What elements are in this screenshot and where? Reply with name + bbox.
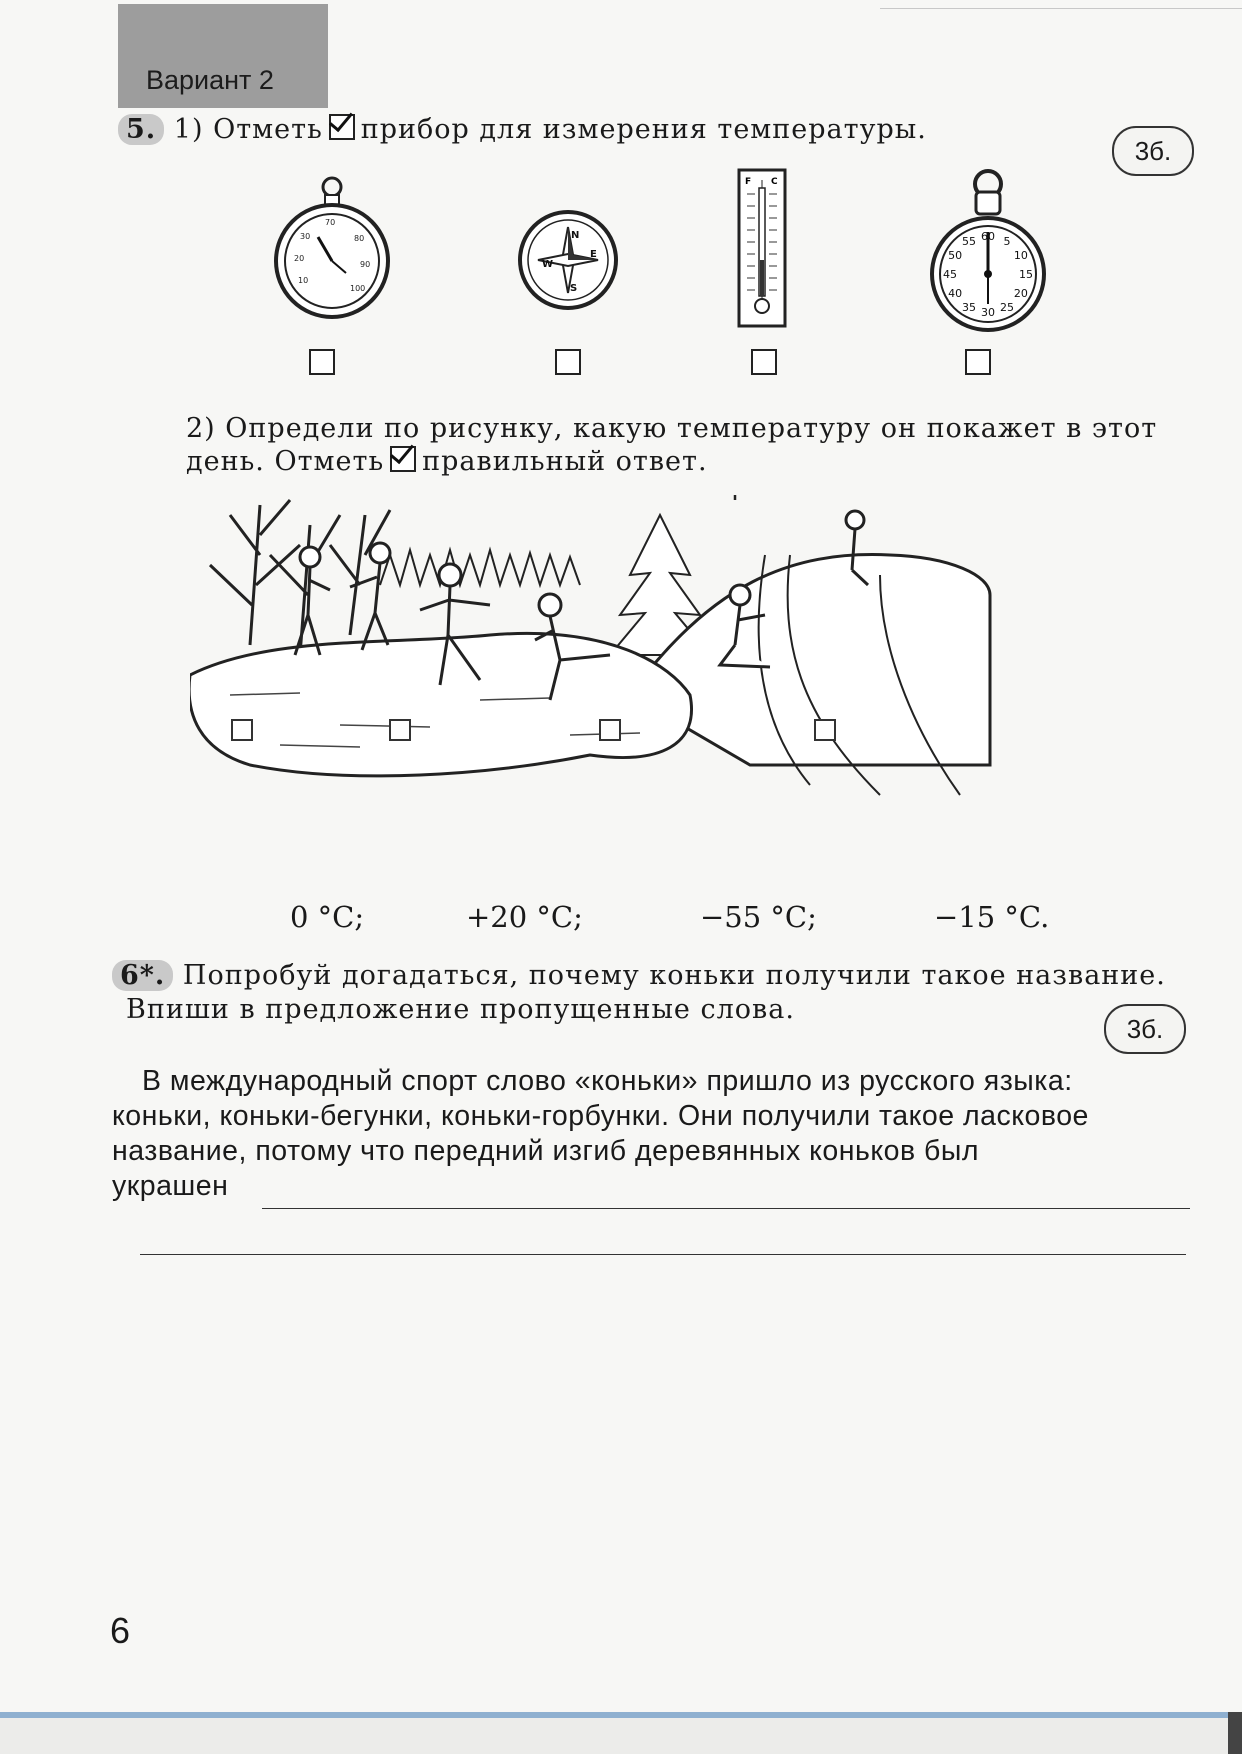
task5-question-2-line2 <box>186 446 708 477</box>
scan-bottom-band <box>0 1712 1242 1718</box>
variant-tab <box>118 4 328 108</box>
stopwatch-number: 30 <box>981 306 995 319</box>
task6-paragraph-line1: В международный спорт слово «коньки» пришло из русского языка: <box>142 1065 1073 1097</box>
stopwatch-number: 45 <box>943 268 957 281</box>
thermometer-c-label: C <box>771 177 778 187</box>
task5-score: 3б. <box>1112 126 1194 176</box>
stopwatch-number: 40 <box>948 287 963 300</box>
stopwatch-number: 20 <box>1013 287 1028 300</box>
stopwatch-number: 25 <box>1000 300 1014 314</box>
instrument-checkbox-4[interactable] <box>965 349 991 375</box>
pocket-watch-icon <box>270 175 394 327</box>
stopwatch-number: 15 <box>1019 268 1033 281</box>
task5-question-2-line1: 2) Определи по рисунку, какую температуру он покажет в этот <box>186 413 1158 444</box>
bare-trees <box>210 500 390 655</box>
svg-text:W: W <box>542 259 554 270</box>
checkmark-icon <box>329 114 355 140</box>
task6-paragraph-line2: коньки, коньки-бегунки, коньки-горбунки. Они получили такое ласковое <box>112 1100 1089 1132</box>
thermometer-icon <box>737 168 787 328</box>
answer-write-line-1[interactable] <box>262 1208 1190 1209</box>
instrument-checkbox-3[interactable] <box>751 349 777 375</box>
answer-checkbox-15[interactable] <box>815 720 835 740</box>
svg-text:90: 90 <box>360 260 371 269</box>
thermometer-f-label: F <box>745 177 752 187</box>
answer-checkbox-20[interactable] <box>390 720 410 740</box>
answer-minus55c: −55 °C; <box>700 900 817 934</box>
stopwatch-number: 60 <box>981 230 995 243</box>
checkmark-icon <box>390 446 416 472</box>
svg-text:70: 70 <box>325 218 336 227</box>
stopwatch-number: 10 <box>1013 249 1028 262</box>
answer-0c: 0 °C; <box>290 900 365 934</box>
page-number: 6 <box>110 1610 131 1651</box>
answer-checkbox-0[interactable] <box>232 720 252 740</box>
svg-text:30: 30 <box>300 232 311 241</box>
svg-text:S: S <box>570 283 578 294</box>
task5-part1-prefix: 1) Отметь <box>173 114 323 145</box>
task6-paragraph-line3: название, потому что передний изгиб деревянных коньков был <box>112 1135 979 1167</box>
answer-plus20c: +20 °C; <box>466 900 583 934</box>
frozen-pond <box>190 633 692 775</box>
task6-score: 3б. <box>1104 1004 1186 1054</box>
svg-text:100: 100 <box>350 284 366 293</box>
top-rule <box>880 8 1242 9</box>
stopwatch-number: 5 <box>1003 235 1011 249</box>
task5-number: 5. <box>118 114 164 145</box>
task5-part2-suffix: правильный ответ. <box>422 446 708 477</box>
svg-text:80: 80 <box>354 234 365 243</box>
answer-checkbox-55[interactable] <box>600 720 620 740</box>
task6-question-line1 <box>112 960 1166 991</box>
task6-line1-text: Попробуй догадаться, почему коньки получили такое название. <box>182 960 1166 991</box>
svg-text:E: E <box>590 249 597 260</box>
task6-question-line2: Впиши в предложение пропущенные слова. <box>126 994 795 1025</box>
answer-write-line-2[interactable] <box>140 1254 1186 1255</box>
task5-part1-suffix: прибор для измерения температуры. <box>360 114 927 145</box>
stopwatch-number: 35 <box>962 300 976 314</box>
stopwatch-number: 55 <box>962 235 976 249</box>
svg-text:N: N <box>571 230 580 241</box>
task5-part2-prefix: день. Отметь <box>186 446 385 477</box>
compass-icon <box>518 205 618 315</box>
task6-paragraph-line4: украшен <box>112 1170 229 1202</box>
scan-corner <box>1228 1712 1242 1754</box>
task5-question-1 <box>118 114 927 145</box>
distant-forest <box>380 550 580 585</box>
stopwatch-number: 50 <box>948 249 963 262</box>
answer-minus15c: −15 °C. <box>934 900 1050 934</box>
stopwatch-icon <box>928 168 1048 336</box>
task6-number: 6*. <box>112 960 173 991</box>
instrument-checkbox-1[interactable] <box>309 349 335 375</box>
svg-text:10: 10 <box>298 276 309 285</box>
winter-scene-illustration <box>190 495 1095 875</box>
variant-label: Вариант 2 <box>146 65 274 95</box>
svg-text:20: 20 <box>294 254 305 263</box>
instrument-checkbox-2[interactable] <box>555 349 581 375</box>
scan-bottom-edge <box>0 1718 1228 1754</box>
